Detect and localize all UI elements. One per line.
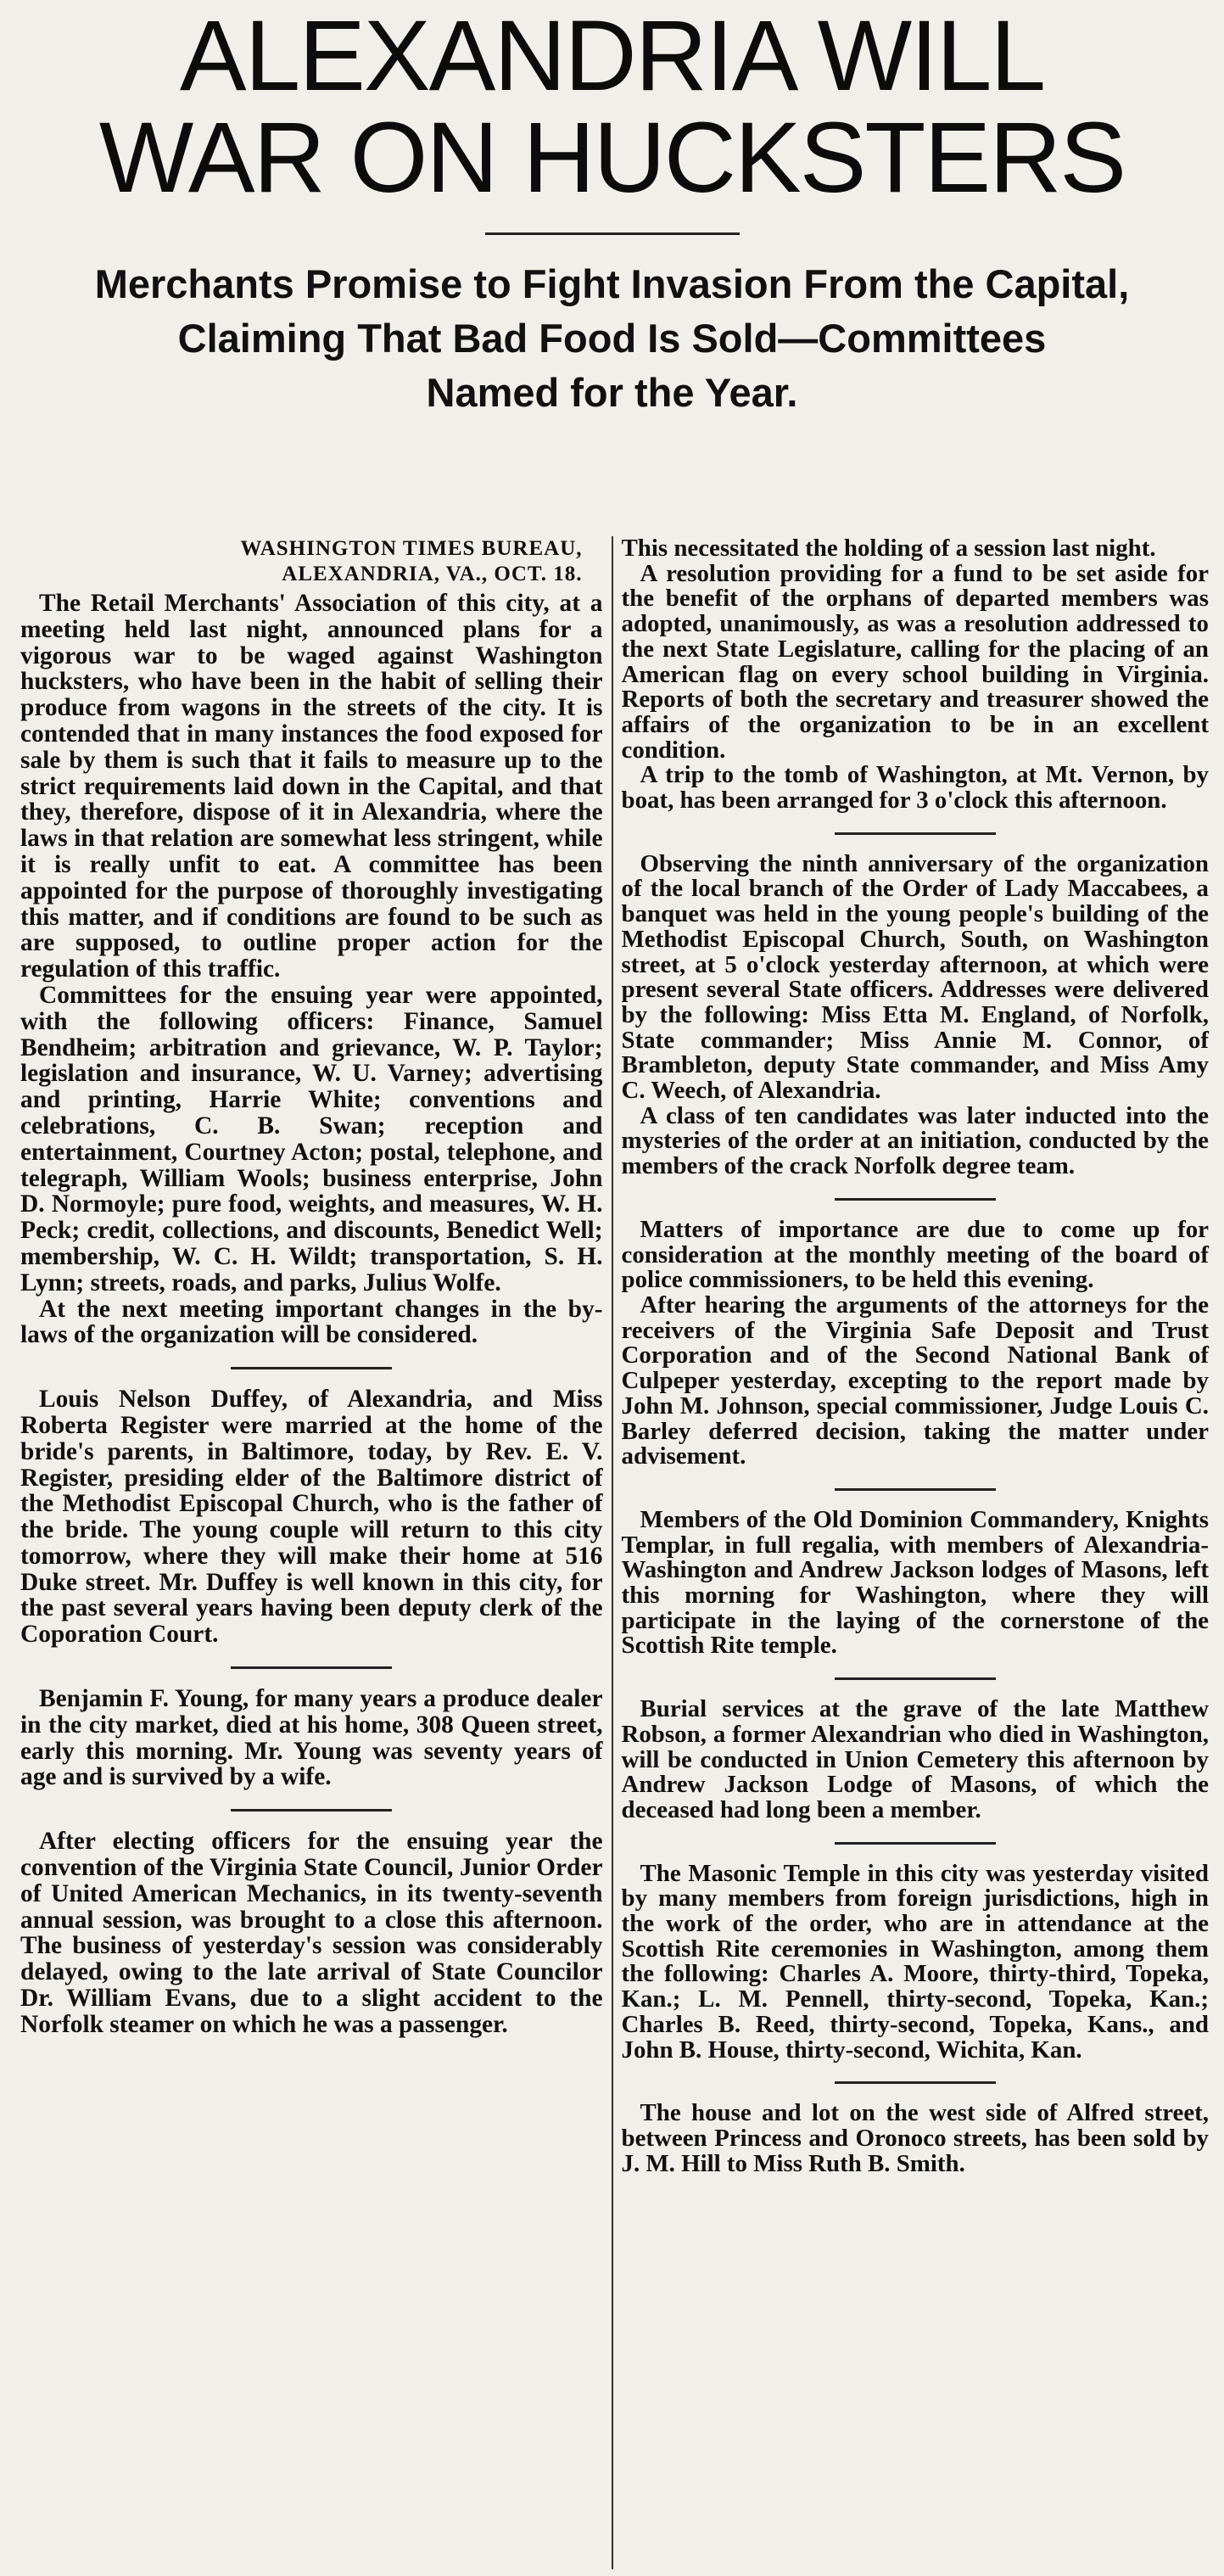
left-column — [8, 536, 613, 2569]
paragraph: A trip to the tomb of Washington, at Mt. Vernon, by boat, has been arranged for 3 o'clock this afternoon. — [621, 761, 1209, 815]
paragraph: Matters of importance are due to come up for consideration at the monthly meeting of the board of police commissioners, to be held this evening. — [621, 1215, 1209, 1294]
subheadline — [14, 257, 1210, 420]
item-divider — [835, 2081, 996, 2084]
article-columns — [8, 536, 1217, 2569]
item-divider — [231, 1666, 392, 1669]
paragraph: Burial services at the grave of the late Matthew Robson, a former Alexandrian who died in Washington, will be conducted in Union Cemetery this afternoon by Andrew Jackson Lodge of Masons, of which the deceased had long been a member. — [621, 1695, 1209, 1823]
paragraph: Committees for the ensuing year were appointed, with the following officers: Finance, Samuel Bendheim; arbitration and grievance, W. P. Taylor; legislation and insurance, W. U. Varney; advertising and printing, Harrie White; conventions and celebrations, C. B. Swan; reception and entertainment, Courtney Acton; postal, telephone, and telegraph, William Wools; business enterprise, John D. Normoyle; pure food, weights, and measures, W. H. Peck; credit, collections, and discounts, Benedict Well; membership, W. C. H. Wildt; transportation, S. H. Lynn; streets, roads, and parks, Julius Wolfe. — [20, 981, 603, 1296]
headline-line-2: WAR ON HUCKSTERS — [98, 102, 1126, 214]
paragraph: At the next meeting important changes in the by-laws of the organization will be considered. — [20, 1295, 603, 1349]
paragraph: Benjamin F. Young, for many years a produce dealer in the city market, died at his home, 308 Queen street, early this morning. Mr. Young was seventy years of age and is survived by a wife. — [20, 1685, 603, 1791]
item-divider — [835, 832, 996, 835]
item-divider — [231, 1809, 392, 1812]
paragraph: Louis Nelson Duffey, of Alexandria, and Miss Roberta Register were married at the home of the bride's parents, in Baltimore, today, by Rev. E. V. Register, presiding elder of the Baltimore district of the Methodist Episcopal Church, who is the father of the bride. The young couple will return to this city tomorrow, where they will make their home at 516 Duke street. Mr. Duffey is well known in this city, for the past several years having been deputy clerk of the Coporation Court. — [20, 1386, 603, 1649]
dateline-place-date: ALEXANDRIA, VA., OCT. 18. — [282, 563, 583, 585]
headline-divider — [485, 232, 740, 235]
paragraph: The Retail Merchants' Association of this city, at a meeting held last night, announced plans for a vigorous war to be waged against Washington hucksters, who have been in the habit of selling their produce from wagons in the streets of the city. It is contended that in many instances the food exposed for sale by them is such that it fails to measure up to the strict requirements laid down in the Capital, and that they, therefore, dispose of it in Alexandria, where the laws in that relation are somewhat less stringent, while it is really unfit to eat. A committee has been appointed for the purpose of thoroughly investigating this matter, and if conditions are found to be such as are supposed, to outline proper action for the regulation of this traffic. — [20, 590, 603, 983]
subheadline-line-2: Claiming That Bad Food Is Sold—Committees — [177, 316, 1047, 361]
item-divider — [231, 1367, 392, 1369]
paragraph: After hearing the arguments of the attorneys for the receivers of the Virginia Safe Deposit and Trust Corporation and of the Second National Bank of Culpeper yesterday, excepting to the report made by John M. Johnson, special commissioner, Judge Louis C. Barley deferred decision, taking the matter under advisement. — [621, 1291, 1209, 1470]
dateline-bureau: WASHINGTON TIMES BUREAU, — [240, 537, 583, 560]
paragraph: A class of ten candidates was later inducted into the mysteries of the order at an initiation, conducted by the members of the crack Norfolk degree team. — [621, 1101, 1209, 1180]
paragraph: A resolution providing for a fund to be set aside for the benefit of the orphans of departed members was adopted, unanimously, as was a resolution addressed to the next State Legislature, calling for the placing of an American flag on every school building in Virginia. Reports of both the secretary and treasurer showed the affairs of the organization to be in an excellent condition. — [621, 559, 1209, 764]
dateline — [20, 536, 603, 587]
item-divider — [835, 1677, 996, 1680]
item-divider — [835, 1198, 996, 1201]
subheadline-line-3: Named for the Year. — [426, 370, 798, 415]
item-divider — [835, 1842, 996, 1845]
subheadline-line-1: Merchants Promise to Fight Invasion From the Capital, — [94, 261, 1130, 306]
item-divider — [835, 1488, 996, 1491]
headline-line-1: ALEXANDRIA WILL — [179, 0, 1045, 112]
paragraph: The house and lot on the west side of Alfred street, between Princess and Oronoco streets, has been sold by J. M. Hill to Miss Ruth B. Smith. — [621, 2099, 1209, 2177]
paragraph: Members of the Old Dominion Commandery, Knights Templar, in full regalia, with members of Alexandria-Washington and Andrew Jackson lodges of Masons, left this morning for Washington, where they will participate in the laying of the cornerstone of the Scottish Rite temple. — [621, 1505, 1209, 1660]
right-column — [613, 536, 1218, 2569]
paragraph: After electing officers for the ensuing year the convention of the Virginia State Council, Junior Order of United American Mechanics, in its twenty-seventh annual session, was brought to a close this afternoon. The business of yesterday's session was considerably delayed, owing to the late arrival of State Councilor Dr. William Evans, due to a slight accident to the Norfolk steamer on which he was a passenger. — [20, 1828, 603, 2038]
paragraph: This necessitated the holding of a session last night. — [621, 535, 1156, 562]
paragraph: The Masonic Temple in this city was yesterday visited by many members from foreign jurisdictions, high in the work of the order, who are in attendance at the Scottish Rite ceremonies in Washington, among them the following: Charles A. Moore, thirty-third, Topeka, Kan.; L. M. Pennell, thirty-second, Topeka, Kan.; Charles B. Reed, thirty-second, Topeka, Kans., and John B. House, thirty-second, Wichita, Kan. — [621, 1859, 1209, 2064]
paragraph: Observing the ninth anniversary of the organization of the local branch of the Order of Lady Maccabees, a banquet was held in the young people's building of the Methodist Episcopal Church, South, on Washington street, at 5 o'clock yesterday afternoon, at which were present several State officers. Addresses were delivered by the following: Miss Etta M. England, of Norfolk, State commander; Miss Annie M. Connor, of Brambleton, deputy State commander, and Miss Amy C. Weech, of Alexandria. — [621, 849, 1209, 1105]
